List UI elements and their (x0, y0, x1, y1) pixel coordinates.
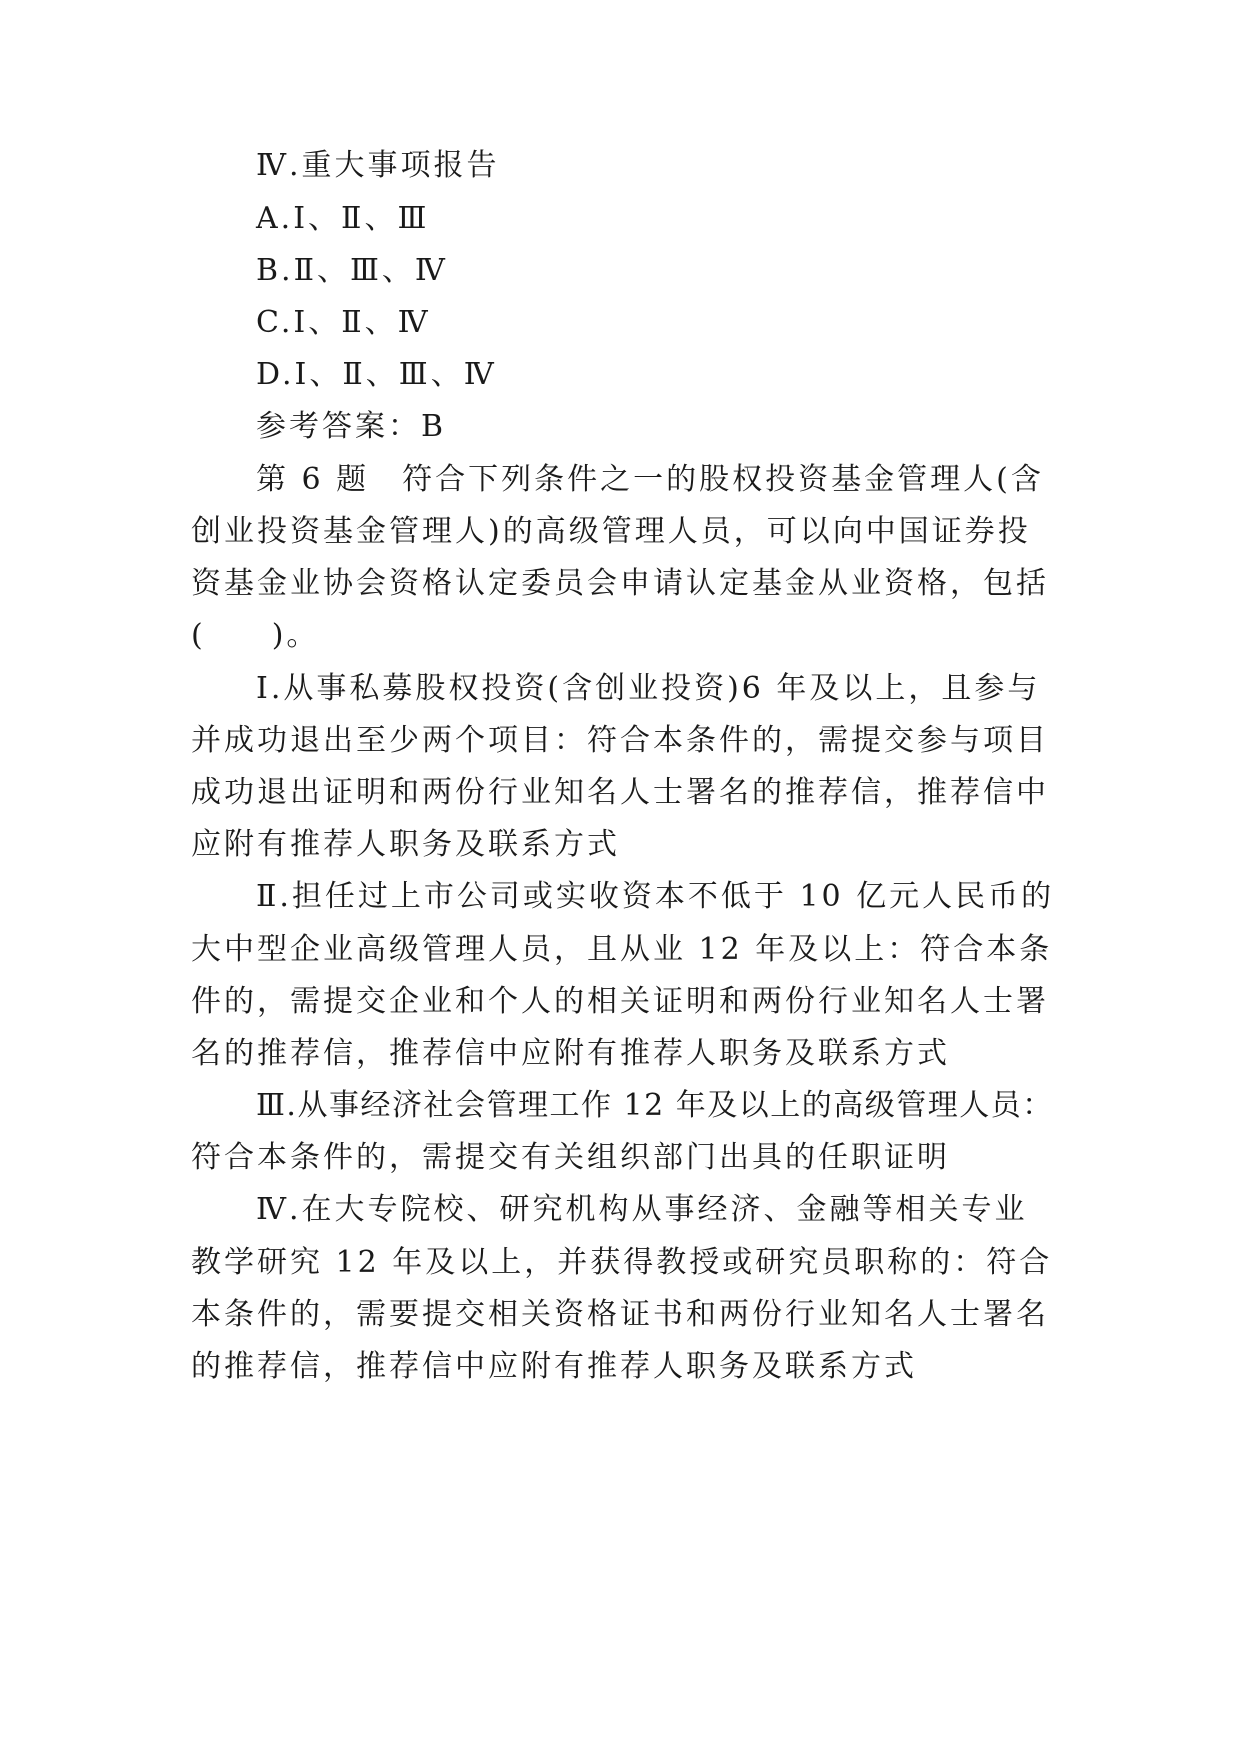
condition-ii-line: 件的，需提交企业和个人的相关证明和两份行业知名人士署 (191, 984, 1049, 1019)
question-line: 资基金业协会资格认定委员会申请认定基金从业资格，包括 (191, 566, 1049, 601)
option-a: A.Ⅰ、Ⅱ、Ⅲ (256, 201, 430, 236)
condition-ii-line: 名的推荐信，推荐信中应附有推荐人职务及联系方式 (191, 1036, 950, 1071)
option-b: B.Ⅱ、Ⅲ、Ⅳ (256, 253, 448, 288)
question-line: ( )。 (191, 618, 320, 653)
condition-i-line: 并成功退出至少两个项目：符合本条件的，需提交参与项目 (191, 723, 1049, 758)
condition-i-line: 成功退出证明和两份行业知名人士署名的推荐信，推荐信中 (191, 775, 1049, 810)
condition-iv-line: Ⅳ.在大专院校、研究机构从事经济、金融等相关专业 (256, 1192, 1028, 1227)
condition-iii-line: Ⅲ.从事经济社会管理工作 12 年及以上的高级管理人员： (256, 1088, 1054, 1123)
item-iv-heading: Ⅳ.重大事项报告 (256, 148, 500, 183)
reference-answer: 参考答案：B (256, 409, 447, 444)
condition-iv-line: 的推荐信，推荐信中应附有推荐人职务及联系方式 (191, 1349, 917, 1384)
condition-iii-line: 符合本条件的，需提交有关组织部门出具的任职证明 (191, 1140, 950, 1175)
condition-iv-line: 本条件的，需要提交相关资格证书和两份行业知名人士署名 (191, 1297, 1049, 1332)
condition-ii-line: Ⅱ.担任过上市公司或实收资本不低于 10 亿元人民币的 (256, 879, 1055, 914)
question-line: 第 6 题 符合下列条件之一的股权投资基金管理人(含 (256, 462, 1044, 497)
option-c: C.Ⅰ、Ⅱ、Ⅳ (256, 305, 431, 340)
question-line: 创业投资基金管理人)的高级管理人员，可以向中国证券投 (191, 514, 1031, 549)
condition-i-line: Ⅰ.从事私募股权投资(含创业投资)6 年及以上，且参与 (256, 671, 1041, 706)
condition-i-line: 应附有推荐人职务及联系方式 (191, 827, 620, 862)
condition-iv-line: 教学研究 12 年及以上，并获得教授或研究员职称的：符合 (191, 1245, 1053, 1280)
condition-ii-line: 大中型企业高级管理人员，且从业 12 年及以上：符合本条 (191, 932, 1053, 967)
option-d: D.Ⅰ、Ⅱ、Ⅲ、Ⅳ (256, 357, 497, 392)
